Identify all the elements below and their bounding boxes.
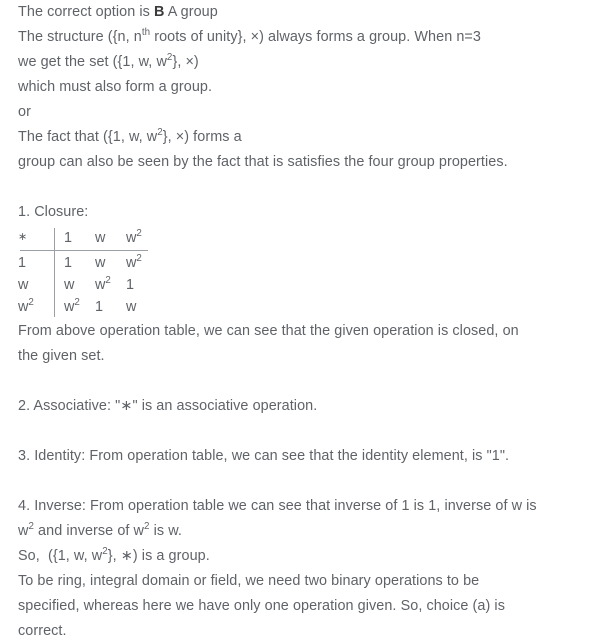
operation-table-header-row bbox=[18, 228, 157, 250]
spacer-2 bbox=[18, 369, 592, 394]
fact-line-1-b: }, ×) forms a bbox=[162, 129, 242, 145]
row-label-base: 1 bbox=[18, 255, 27, 271]
cell-base: 1 bbox=[64, 255, 73, 271]
cell-base: 1 bbox=[126, 277, 135, 293]
power-superscript: 2 bbox=[74, 297, 80, 309]
conclusion-line-1-b: }, ∗) is a group. bbox=[107, 548, 210, 564]
operation-table-wrapper bbox=[18, 228, 158, 317]
operation-table-header-3 bbox=[126, 228, 157, 250]
inverse-line-2-b: and inverse of w bbox=[33, 523, 144, 539]
correct-option-text: A group bbox=[164, 4, 218, 20]
operation-table-corner-cell bbox=[18, 228, 55, 250]
operation-table-row-label bbox=[18, 295, 55, 317]
row-label-base: w bbox=[18, 299, 29, 315]
structure-line-2 bbox=[18, 50, 592, 75]
spacer-1 bbox=[18, 175, 592, 200]
conclusion-line-2: To be ring, integral domain or field, we need two binary operations to be bbox=[18, 573, 480, 589]
operation-table-row-label bbox=[18, 273, 55, 295]
power-superscript: 2 bbox=[136, 253, 142, 265]
correct-option-prefix: The correct option is bbox=[18, 4, 154, 20]
operation-table-header-3-base: w bbox=[126, 230, 137, 246]
fact-line-2: group can also be seen by the fact that is satisfies the four group properties. bbox=[18, 154, 508, 170]
power-superscript: 2 bbox=[136, 228, 142, 240]
cell-base: w bbox=[64, 277, 75, 293]
structure-line-2-b: }, ×) bbox=[172, 54, 199, 70]
structure-line-3: which must also form a group. bbox=[18, 79, 213, 95]
fact-line-1 bbox=[18, 125, 592, 150]
power-superscript: 2 bbox=[102, 546, 108, 558]
associative-line: 2. Associative: "∗" is an associative operation. bbox=[18, 398, 318, 414]
inverse-line-2-a: w bbox=[18, 523, 29, 539]
cell-base: w bbox=[126, 299, 137, 315]
power-superscript: 2 bbox=[28, 297, 34, 309]
inverse-line-2-c: is w. bbox=[149, 523, 182, 539]
correct-option-letter: B bbox=[153, 4, 165, 20]
solution-body bbox=[18, 0, 592, 644]
table-row bbox=[18, 251, 157, 273]
operation-table-cell bbox=[126, 251, 157, 273]
ordinal-superscript: th bbox=[141, 27, 151, 39]
operation-table-cell bbox=[95, 251, 126, 273]
operation-table-header-1: 1 bbox=[64, 230, 73, 246]
correct-option-line bbox=[18, 0, 592, 25]
cell-base: 1 bbox=[95, 299, 104, 315]
identity-line: 3. Identity: From operation table, we can see that the identity element, is "1". bbox=[18, 448, 510, 464]
operation-table-cell bbox=[64, 295, 95, 317]
table-row bbox=[18, 273, 157, 295]
operation-table-header-2: w bbox=[95, 230, 106, 246]
operation-table-cell bbox=[126, 273, 157, 295]
power-superscript: 2 bbox=[144, 521, 150, 533]
operation-table-cell bbox=[64, 251, 95, 273]
conclusion-line-4: correct. bbox=[18, 623, 67, 639]
power-superscript: 2 bbox=[166, 52, 173, 64]
cell-base: w bbox=[64, 299, 75, 315]
spacer-3 bbox=[18, 419, 592, 444]
operation-table-divider bbox=[55, 295, 65, 317]
closure-note-line-2: the given set. bbox=[18, 348, 105, 364]
row-label-base: w bbox=[18, 277, 29, 293]
alternative-connector: or bbox=[18, 104, 31, 120]
operation-table-cell bbox=[95, 273, 126, 295]
fact-line-1-a: The fact that ({1, w, w bbox=[18, 129, 158, 145]
operation-table-cell bbox=[95, 295, 126, 317]
closure-note-line-1: From above operation table, we can see that the given operation is closed, on bbox=[18, 323, 519, 339]
structure-line-1-b: roots of unity}, ×) always forms a group. When n=3 bbox=[150, 29, 481, 45]
power-superscript: 2 bbox=[157, 127, 163, 139]
inverse-line-1: 4. Inverse: From operation table we can see that inverse of 1 is 1, inverse of w is bbox=[18, 498, 537, 514]
operation-table-cell bbox=[64, 273, 95, 295]
inverse-line-2 bbox=[18, 519, 592, 544]
structure-line-1-a: The structure ({n, n bbox=[18, 29, 142, 45]
operation-table-cell bbox=[126, 295, 157, 317]
table-row bbox=[18, 295, 157, 317]
conclusion-line-1-a: So, ({1, w, w bbox=[18, 548, 103, 564]
closure-heading: 1. Closure: bbox=[18, 204, 89, 220]
power-superscript: 2 bbox=[105, 275, 111, 287]
structure-line-2-a: we get the set ({1, w, w bbox=[18, 54, 167, 70]
spacer-4 bbox=[18, 469, 592, 494]
conclusion-line-3: specified, whereas here we have only one operation given. So, choice (a) is bbox=[18, 598, 505, 614]
conclusion-line-1 bbox=[18, 544, 592, 569]
operation-table-divider bbox=[55, 273, 65, 295]
power-superscript: 2 bbox=[28, 521, 34, 533]
cell-base: w bbox=[126, 255, 137, 271]
structure-line-1 bbox=[18, 25, 592, 50]
operator-symbol: ∗ bbox=[18, 231, 28, 243]
cell-base: w bbox=[95, 277, 106, 293]
operation-table bbox=[18, 228, 157, 317]
operation-table-row-label bbox=[18, 251, 55, 273]
operation-table-divider bbox=[55, 228, 65, 250]
operation-table-divider bbox=[55, 251, 65, 273]
cell-base: w bbox=[95, 255, 106, 271]
